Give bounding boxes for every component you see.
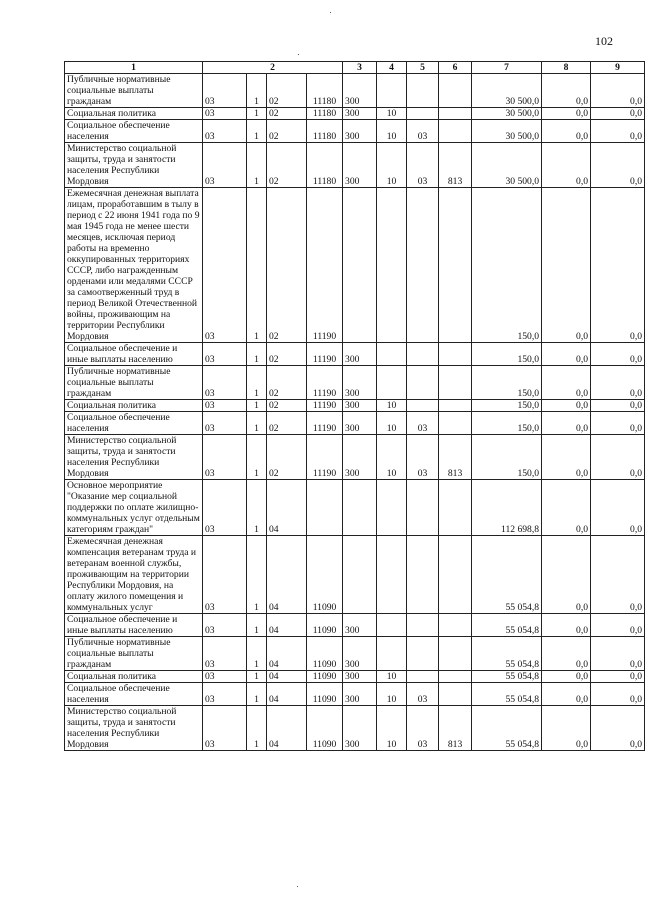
table-row xyxy=(65,637,645,671)
amount-cell: 30 500,0 xyxy=(472,120,542,143)
subsection-cell: 03 xyxy=(407,683,439,706)
table-row xyxy=(65,706,645,751)
program-code-cell: 03 xyxy=(203,143,247,188)
section-cell: 10 xyxy=(377,435,407,480)
program-code-cell: 03 xyxy=(203,188,247,343)
table-row xyxy=(65,683,645,706)
expense-type-cell: 300 xyxy=(343,366,377,400)
expense-type-cell: 300 xyxy=(343,120,377,143)
col9-value-cell: 0,0 xyxy=(591,637,645,671)
col8-value-cell: 0,0 xyxy=(542,706,591,751)
table-body xyxy=(65,74,645,751)
table-row xyxy=(65,412,645,435)
scan-speck xyxy=(298,54,299,55)
direction-code-cell: 11190 xyxy=(307,343,343,366)
ministry-code-cell xyxy=(439,480,472,536)
header-col-5: 5 xyxy=(407,62,439,74)
subsection-cell xyxy=(407,480,439,536)
table-row xyxy=(65,120,645,143)
program-code-cell: 03 xyxy=(203,366,247,400)
subprogram-code-cell: 1 xyxy=(247,683,267,706)
row-name-cell: Социальное обеспечение населения xyxy=(65,683,203,706)
expense-type-cell: 300 xyxy=(343,637,377,671)
row-name-cell: Социальное обеспечение и иные выплаты населению xyxy=(65,343,203,366)
col8-value-cell: 0,0 xyxy=(542,188,591,343)
direction-code-cell: 11180 xyxy=(307,108,343,120)
col9-value-cell: 0,0 xyxy=(591,188,645,343)
expense-type-cell: 300 xyxy=(343,343,377,366)
subsection-cell xyxy=(407,400,439,412)
program-code-cell: 03 xyxy=(203,671,247,683)
ministry-code-cell xyxy=(439,188,472,343)
amount-cell: 55 054,8 xyxy=(472,637,542,671)
subsection-cell xyxy=(407,614,439,637)
row-name-cell: Социальное обеспечение населения xyxy=(65,412,203,435)
subsection-cell xyxy=(407,343,439,366)
ministry-code-cell xyxy=(439,366,472,400)
ministry-code-cell xyxy=(439,412,472,435)
amount-cell: 55 054,8 xyxy=(472,614,542,637)
subprogram-code-cell: 1 xyxy=(247,614,267,637)
event-code-cell: 02 xyxy=(267,74,307,108)
subsection-cell xyxy=(407,108,439,120)
header-col-9: 9 xyxy=(591,62,645,74)
event-code-cell: 02 xyxy=(267,400,307,412)
direction-code-cell: 11090 xyxy=(307,536,343,614)
event-code-cell: 02 xyxy=(267,366,307,400)
col9-value-cell: 0,0 xyxy=(591,671,645,683)
subprogram-code-cell: 1 xyxy=(247,637,267,671)
subprogram-code-cell: 1 xyxy=(247,536,267,614)
row-name-cell: Публичные нормативные социальные выплаты гражданам xyxy=(65,366,203,400)
row-name-cell: Публичные нормативные социальные выплаты гражданам xyxy=(65,637,203,671)
expense-type-cell: 300 xyxy=(343,143,377,188)
ministry-code-cell xyxy=(439,536,472,614)
direction-code-cell xyxy=(307,480,343,536)
amount-cell: 112 698,8 xyxy=(472,480,542,536)
event-code-cell: 02 xyxy=(267,435,307,480)
budget-table xyxy=(64,61,645,751)
col9-value-cell: 0,0 xyxy=(591,120,645,143)
amount-cell: 150,0 xyxy=(472,435,542,480)
program-code-cell: 03 xyxy=(203,435,247,480)
subsection-cell: 03 xyxy=(407,143,439,188)
section-cell xyxy=(377,188,407,343)
amount-cell: 150,0 xyxy=(472,343,542,366)
expense-type-cell xyxy=(343,188,377,343)
row-name-cell: Ежемесячная денежная компенсация ветеранам труда и ветеранам военной службы, проживающим на территории Республики Мордовия, на оплату жилого помещения и коммунальных услуг xyxy=(65,536,203,614)
expense-type-cell: 300 xyxy=(343,671,377,683)
row-name-cell: Социальное обеспечение населения xyxy=(65,120,203,143)
amount-cell: 150,0 xyxy=(472,412,542,435)
col8-value-cell: 0,0 xyxy=(542,343,591,366)
col8-value-cell: 0,0 xyxy=(542,120,591,143)
ministry-code-cell: 813 xyxy=(439,706,472,751)
subprogram-code-cell: 1 xyxy=(247,706,267,751)
expense-type-cell: 300 xyxy=(343,400,377,412)
section-cell: 10 xyxy=(377,143,407,188)
expense-type-cell: 300 xyxy=(343,706,377,751)
direction-code-cell: 11090 xyxy=(307,614,343,637)
section-cell: 10 xyxy=(377,400,407,412)
program-code-cell: 03 xyxy=(203,343,247,366)
expense-type-cell: 300 xyxy=(343,435,377,480)
direction-code-cell: 11180 xyxy=(307,74,343,108)
amount-cell: 150,0 xyxy=(472,188,542,343)
col9-value-cell: 0,0 xyxy=(591,536,645,614)
row-name-cell: Основное мероприятие "Оказание мер социальной поддержки по оплате жилищно-коммунальных услуг отдельным категориям граждан" xyxy=(65,480,203,536)
table-row xyxy=(65,480,645,536)
expense-type-cell xyxy=(343,480,377,536)
event-code-cell: 04 xyxy=(267,706,307,751)
col8-value-cell: 0,0 xyxy=(542,480,591,536)
program-code-cell: 03 xyxy=(203,683,247,706)
header-col-2: 2 xyxy=(203,62,343,74)
program-code-cell: 03 xyxy=(203,108,247,120)
section-cell xyxy=(377,614,407,637)
col8-value-cell: 0,0 xyxy=(542,435,591,480)
event-code-cell: 04 xyxy=(267,536,307,614)
subprogram-code-cell: 1 xyxy=(247,74,267,108)
col8-value-cell: 0,0 xyxy=(542,412,591,435)
row-name-cell: Социальная политика xyxy=(65,400,203,412)
header-col-1: 1 xyxy=(65,62,203,74)
scan-speck xyxy=(330,12,331,13)
subsection-cell: 03 xyxy=(407,120,439,143)
col9-value-cell: 0,0 xyxy=(591,108,645,120)
direction-code-cell: 11190 xyxy=(307,188,343,343)
expense-type-cell: 300 xyxy=(343,108,377,120)
amount-cell: 55 054,8 xyxy=(472,671,542,683)
section-cell xyxy=(377,343,407,366)
ministry-code-cell xyxy=(439,343,472,366)
event-code-cell: 02 xyxy=(267,143,307,188)
row-name-cell: Социальное обеспечение и иные выплаты населению xyxy=(65,614,203,637)
amount-cell: 55 054,8 xyxy=(472,683,542,706)
col9-value-cell: 0,0 xyxy=(591,74,645,108)
subprogram-code-cell: 1 xyxy=(247,143,267,188)
amount-cell: 30 500,0 xyxy=(472,143,542,188)
section-cell xyxy=(377,637,407,671)
row-name-cell: Социальная политика xyxy=(65,108,203,120)
ministry-code-cell xyxy=(439,74,472,108)
event-code-cell: 02 xyxy=(267,120,307,143)
section-cell: 10 xyxy=(377,120,407,143)
section-cell: 10 xyxy=(377,412,407,435)
program-code-cell: 03 xyxy=(203,536,247,614)
program-code-cell: 03 xyxy=(203,637,247,671)
col8-value-cell: 0,0 xyxy=(542,614,591,637)
event-code-cell: 02 xyxy=(267,188,307,343)
event-code-cell: 02 xyxy=(267,412,307,435)
header-col-6: 6 xyxy=(439,62,472,74)
subsection-cell xyxy=(407,671,439,683)
ministry-code-cell xyxy=(439,108,472,120)
page-number: 102 xyxy=(595,34,613,48)
col8-value-cell: 0,0 xyxy=(542,366,591,400)
program-code-cell: 03 xyxy=(203,74,247,108)
event-code-cell: 02 xyxy=(267,108,307,120)
ministry-code-cell xyxy=(439,671,472,683)
row-name-cell: Министерство социальной защиты, труда и занятости населения Республики Мордовия xyxy=(65,706,203,751)
header-col-7: 7 xyxy=(472,62,542,74)
subprogram-code-cell: 1 xyxy=(247,671,267,683)
table-row xyxy=(65,435,645,480)
table-row xyxy=(65,536,645,614)
row-name-cell: Публичные нормативные социальные выплаты гражданам xyxy=(65,74,203,108)
col9-value-cell: 0,0 xyxy=(591,683,645,706)
col9-value-cell: 0,0 xyxy=(591,412,645,435)
event-code-cell: 04 xyxy=(267,671,307,683)
header-col-3: 3 xyxy=(343,62,377,74)
table-row xyxy=(65,614,645,637)
row-name-cell: Министерство социальной защиты, труда и занятости населения Республики Мордовия xyxy=(65,435,203,480)
program-code-cell: 03 xyxy=(203,706,247,751)
col8-value-cell: 0,0 xyxy=(542,74,591,108)
direction-code-cell: 11190 xyxy=(307,412,343,435)
amount-cell: 150,0 xyxy=(472,400,542,412)
ministry-code-cell xyxy=(439,683,472,706)
amount-cell: 55 054,8 xyxy=(472,536,542,614)
subsection-cell xyxy=(407,74,439,108)
direction-code-cell: 11090 xyxy=(307,637,343,671)
subsection-cell xyxy=(407,637,439,671)
table-row xyxy=(65,143,645,188)
section-cell xyxy=(377,480,407,536)
direction-code-cell: 11190 xyxy=(307,435,343,480)
amount-cell: 55 054,8 xyxy=(472,706,542,751)
section-cell: 10 xyxy=(377,671,407,683)
table-row xyxy=(65,188,645,343)
table-row xyxy=(65,671,645,683)
col8-value-cell: 0,0 xyxy=(542,683,591,706)
table-row xyxy=(65,74,645,108)
event-code-cell: 04 xyxy=(267,614,307,637)
ministry-code-cell xyxy=(439,120,472,143)
subprogram-code-cell: 1 xyxy=(247,400,267,412)
row-name-cell: Министерство социальной защиты, труда и занятости населения Республики Мордовия xyxy=(65,143,203,188)
col9-value-cell: 0,0 xyxy=(591,706,645,751)
col8-value-cell: 0,0 xyxy=(542,400,591,412)
subsection-cell xyxy=(407,536,439,614)
col9-value-cell: 0,0 xyxy=(591,143,645,188)
table-row xyxy=(65,400,645,412)
direction-code-cell: 11190 xyxy=(307,366,343,400)
subprogram-code-cell: 1 xyxy=(247,480,267,536)
direction-code-cell: 11190 xyxy=(307,400,343,412)
direction-code-cell: 11090 xyxy=(307,683,343,706)
section-cell xyxy=(377,366,407,400)
expense-type-cell: 300 xyxy=(343,74,377,108)
subsection-cell: 03 xyxy=(407,706,439,751)
amount-cell: 30 500,0 xyxy=(472,74,542,108)
col8-value-cell: 0,0 xyxy=(542,536,591,614)
subsection-cell xyxy=(407,188,439,343)
amount-cell: 150,0 xyxy=(472,366,542,400)
program-code-cell: 03 xyxy=(203,614,247,637)
col8-value-cell: 0,0 xyxy=(542,108,591,120)
expense-type-cell: 300 xyxy=(343,614,377,637)
table-row xyxy=(65,108,645,120)
direction-code-cell: 11090 xyxy=(307,671,343,683)
subsection-cell xyxy=(407,366,439,400)
program-code-cell: 03 xyxy=(203,120,247,143)
section-cell: 10 xyxy=(377,683,407,706)
table-row xyxy=(65,343,645,366)
ministry-code-cell: 813 xyxy=(439,435,472,480)
col9-value-cell: 0,0 xyxy=(591,343,645,366)
scan-speck xyxy=(297,886,298,887)
ministry-code-cell xyxy=(439,400,472,412)
event-code-cell: 02 xyxy=(267,343,307,366)
event-code-cell: 04 xyxy=(267,480,307,536)
col9-value-cell: 0,0 xyxy=(591,400,645,412)
subsection-cell: 03 xyxy=(407,435,439,480)
header-col-4: 4 xyxy=(377,62,407,74)
direction-code-cell: 11180 xyxy=(307,143,343,188)
header-col-8: 8 xyxy=(542,62,591,74)
section-cell xyxy=(377,74,407,108)
section-cell xyxy=(377,536,407,614)
expense-type-cell xyxy=(343,536,377,614)
col9-value-cell: 0,0 xyxy=(591,614,645,637)
event-code-cell: 04 xyxy=(267,637,307,671)
amount-cell: 30 500,0 xyxy=(472,108,542,120)
ministry-code-cell xyxy=(439,637,472,671)
subprogram-code-cell: 1 xyxy=(247,188,267,343)
ministry-code-cell xyxy=(439,614,472,637)
program-code-cell: 03 xyxy=(203,412,247,435)
col8-value-cell: 0,0 xyxy=(542,143,591,188)
row-name-cell: Социальная политика xyxy=(65,671,203,683)
col9-value-cell: 0,0 xyxy=(591,366,645,400)
header-row xyxy=(65,62,645,74)
col9-value-cell: 0,0 xyxy=(591,480,645,536)
program-code-cell: 03 xyxy=(203,400,247,412)
section-cell: 10 xyxy=(377,706,407,751)
subprogram-code-cell: 1 xyxy=(247,366,267,400)
subprogram-code-cell: 1 xyxy=(247,435,267,480)
section-cell: 10 xyxy=(377,108,407,120)
col8-value-cell: 0,0 xyxy=(542,637,591,671)
subprogram-code-cell: 1 xyxy=(247,412,267,435)
expense-type-cell: 300 xyxy=(343,412,377,435)
col9-value-cell: 0,0 xyxy=(591,435,645,480)
table-row xyxy=(65,366,645,400)
direction-code-cell: 11180 xyxy=(307,120,343,143)
row-name-cell: Ежемесячная денежная выплата лицам, проработавшим в тылу в период с 22 июня 1941 года по 9 мая 1945 года не менее шести месяцев, исключая период работы на временно оккупированных территориях СССР, либо награжденным орденами или медалями СССР за самоотверженный труд в период Великой Отечественной войны, проживающим на территории Республики Мордовия xyxy=(65,188,203,343)
expense-type-cell: 300 xyxy=(343,683,377,706)
direction-code-cell: 11090 xyxy=(307,706,343,751)
subprogram-code-cell: 1 xyxy=(247,108,267,120)
subprogram-code-cell: 1 xyxy=(247,120,267,143)
event-code-cell: 04 xyxy=(267,683,307,706)
subprogram-code-cell: 1 xyxy=(247,343,267,366)
ministry-code-cell: 813 xyxy=(439,143,472,188)
subsection-cell: 03 xyxy=(407,412,439,435)
program-code-cell: 03 xyxy=(203,480,247,536)
col8-value-cell: 0,0 xyxy=(542,671,591,683)
